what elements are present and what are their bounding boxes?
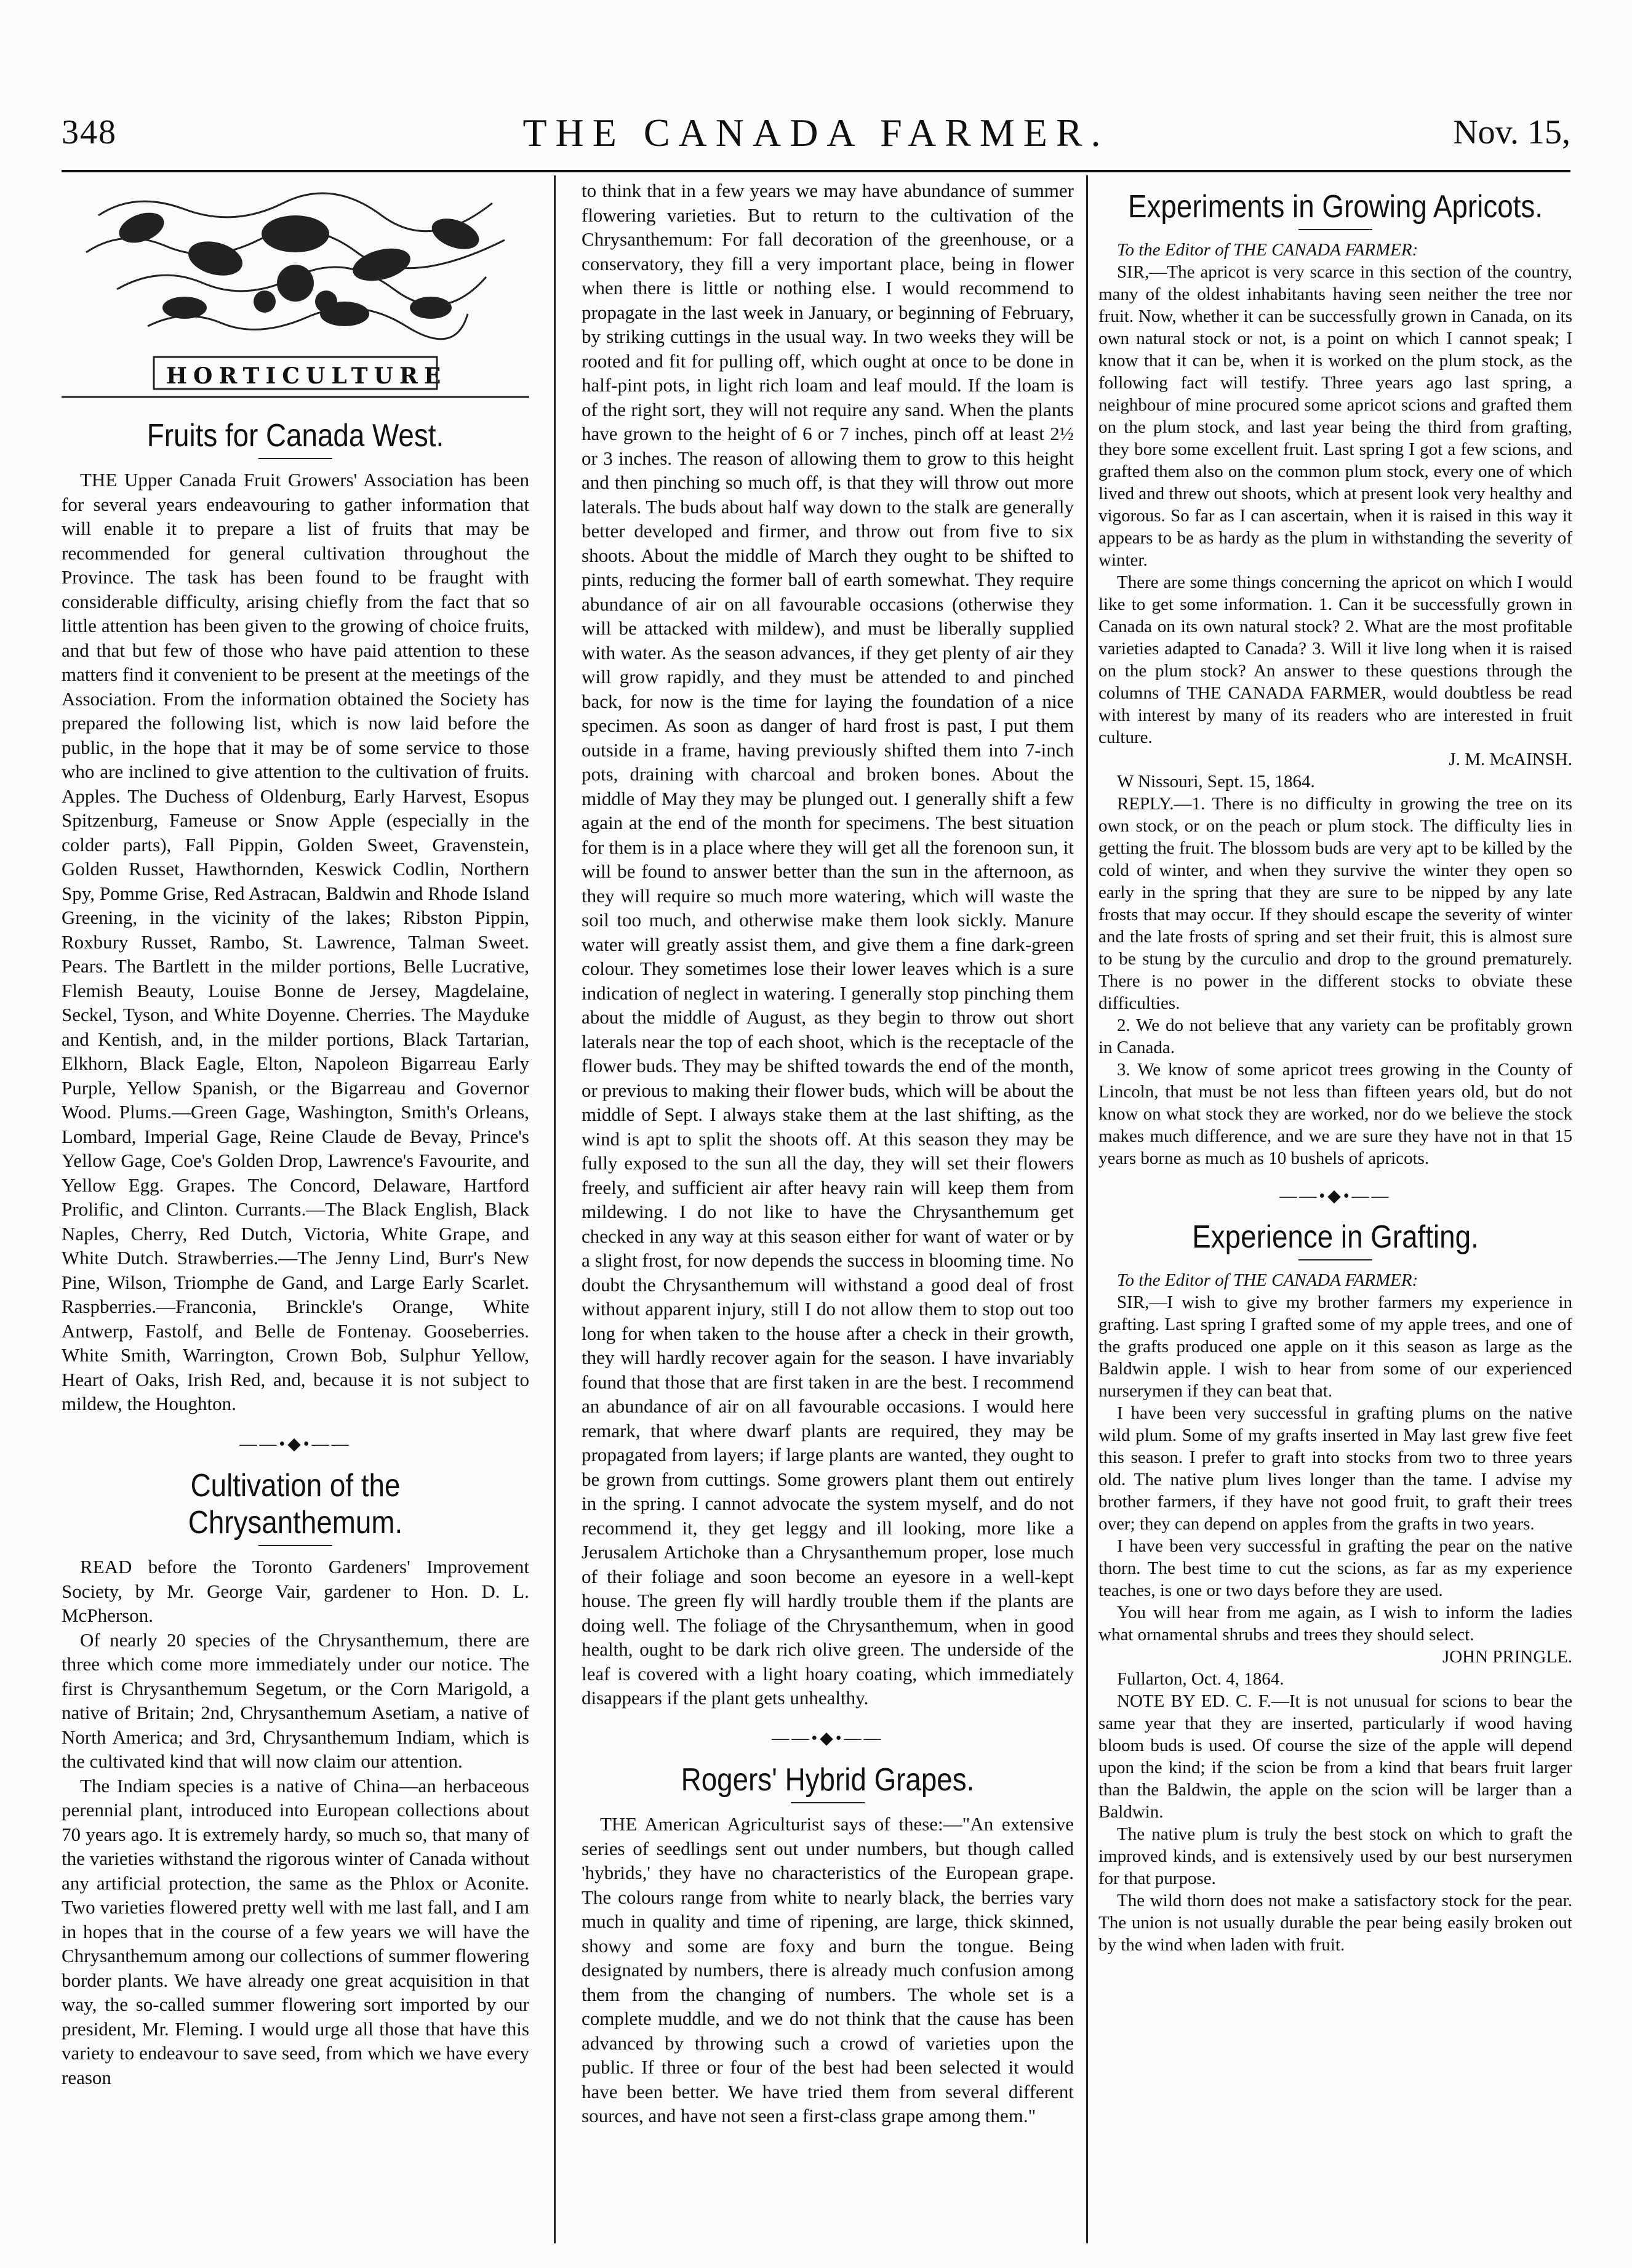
article-paragraph: to think that in a few years we may have abundance of summer flowering varieties. But to return to the cultivation of the Chrysanthemum: For fall decoration of the greenhouse, or a conservatory, they fill a very important place, being in flower when there is little or nothing else. I would recommend to propagate in the last week in January, or beginning of February, by striking cuttings in the usual way. In two weeks they will be rooted and fit for pulling off, which ought at once to be done in half-pint pots, in light rich loam and leaf mould. If the loam is of the right sort, they will not require any sand. When the plants have grown to the height of 6 or 7 inches, pinch off at least 2½ or 3 inches. The reason of allowing them to grow to this height and then pinching so much off, is that they will throw out more laterals. The buds about half way down to the stalk are generally better developed and firmer, and throw out from five to six shoots. About the middle of March they ought to be shifted to pints, reducing the former ball of earth somewhat. They require abundance of air on all favourable occasions (otherwise they will be attacked with mildew), and must be liberally supplied with water. As the season advances, if they get plenty of air they will grow rapidly, and they must be attended to and pinched back, for now is the time for laying the foundation of a nice specimen. As soon as danger of hard frost is past, I put them outside in a frame, having previously shifted them into 7-inch pots, draining with charcoal and broken bones. About the middle of May they may be plunged out. I generally shift a few again at the end of the month for specimens. The best situation for them is in a place where they will get all the forenoon sun, it will be found to answer better than the sun in the afternoon, as they will require so much more watering, which will waste the soil too much, and otherwise make them look sickly. Manure water will greatly assist them, and give them a fine dark-green colour. They sometimes lose their lower leaves which is a sure indication of neglect in watering. I generally stop pinching them about the middle of August, as they begin to throw out short laterals near the top of each shoot, which is the receptacle of the flower buds. They may be shifted towards the end of the month, or previous to making their flower buds, which will be about the middle of Sept. I always stake them at the last shifting, as the wind is apt to split the shoots off. At this season they may be fully exposed to the sun all the day, they will set their flowers freely, and sufficient air after heavy rain will keep them from mildewing. I do not like to have the Chrysanthemum get checked in any way at this season either for want of water or by a slight frost, for now depends the success in blooming time. No doubt the Chrysanthemum will withstand a good deal of frost without apparent injury, still I do not allow them to stop out too long for when taken to the house after a check in their growth, they will hardly recover again for the season. I have invariably found that those that are first taken in are the best. I recommend an abundance of air on all favourable occasions. I would here remark, that where dwarf plants are required, they may be propagated from layers; if large plants are wanted, they ought to be grown from cuttings. Some growers plant them out entirely in the spring. I cannot advocate the system myself, and do not recommend it, they get leggy and ill looking, more like a Jerusalem Artichoke than a Chrysanthemum proper, lose much of their foliage and soon become an eyesore in a well-kept house. The green fly will hardly trouble them if the plants are doing well. The foliage of the Chrysanthemum, when in good health, ought to be dark rich olive green. The underside of the leaf is covered with a light hoary coating, which immediately disappears if the plant gets unhealthy.: [582, 180, 1074, 1709]
issue-date: Nov. 15,: [1453, 113, 1570, 151]
letter-place-date: Fullarton, Oct. 4, 1864.: [1117, 1669, 1284, 1689]
article-paragraph: THE Upper Canada Fruit Growers' Association has been for several years endeavouring to gather information that will enable it to prepare a list of fruits that may be recommended for general cultivation throughout the Province. The task has been found to be fraught with considerable difficulty, arising chiefly from the fact that so little attention has been given to the growing of choice fruits, and that but few of those who have paid attention to these matters find it convenient to be present at the meetings of the Association. From the information obtained the Society has prepared the following list, which is now laid before the public, in the hope that it may be of some service to those who are inclined to give attention to the cultivation of fruits. Apples. The Duchess of Oldenburg, Early Harvest, Esopus Spitzenburg, Fameuse or Snow Apple (especially in the colder parts), Fall Pippin, Golden Sweet, Gravenstein, Golden Russet, Hawthornden, Keswick Codlin, Northern Spy, Pomme Grise, Red Astracan, Baldwin and Rhode Island Greening, in the vicinity of the lakes; Ribston Pippin, Roxbury Russet, Rambo, St. Lawrence, Talman Sweet. Pears. The Bartlett in the milder portions, Belle Lucrative, Flemish Beauty, Louise Bonne de Jersey, Magdelaine, Seckel, Tyson, and White Doyenne. Cherries. The Mayduke and Kentish, and, in the milder portions, Black Tartarian, Elkhorn, Black Eagle, Elton, Napoleon Bigarreau Early Purple, Yellow Spanish, or the Bigarreau and Governor Wood. Plums.—Green Gage, Washington, Smith's Orleans, Lombard, Imperial Gage, Reine Claude de Bevay, Prince's Yellow Gage, Coe's Golden Drop, Lawrence's Favourite, and Yellow Egg. Grapes. The Concord, Delaware, Hartford Prolific, and Clinton. Currants.—The Black English, Black Naples, Cherry, Red Dutch, Victoria, White Grape, and White Dutch. Strawberries.—The Jenny Lind, Burr's New Pine, Wilson, Triomphe de Gand, and Large Early Scarlet. Raspberries.—Franconia, Brinckle's Orange, White Antwerp, Fastolf, and Belle de Fontenay. Gooseberries. White Smith, Warrington, Crown Bob, Sulphur Yellow, Heart of Oaks, Irish Red, and, because it is not subject to mildew, the Houghton.: [62, 469, 529, 1414]
article-paragraph: I have been very successful in grafting plums on the native wild plum. Some of my grafts inserted in May last grew five feet this season. I prefer to graft into stocks from two to three years old. The native plum lives longer than the tame. I advise my brother farmers, if they have not good fruit, to graft their trees over; they can depend on apples from the grafts in two years.: [1098, 1403, 1572, 1534]
article-paragraph: SIR,—The apricot is very scarce in this section of the country, many of the oldest inhabitants having seen neither the tree nor fruit. Now, whether it can be successfully grown in Canada, on its own natural stock or not, is a point on which I cannot speak; I know that it can be, when it is worked on the plum stock, as the following fact will testify. Three years ago last spring, a neighbour of mine procured some apricot scions and grafted them on the plum stock, and last year being the third from grafting, they bore some excellent fruit. Last spring I got a few scions, and grafted them also on the common plum stock, every one of which lived and threw out shoots, which at present look very healthy and vigorous. So far as I can ascertain, when it is raised in this way it appears to be as hardy as the plum in withstanding the severity of winter.: [1098, 262, 1572, 570]
horticulture-banner: [62, 178, 529, 406]
title-underline: [791, 1802, 865, 1803]
article-paragraph: You will hear from me again, as I wish to inform the ladies what ornamental shrubs and trees they should select.: [1098, 1603, 1572, 1645]
section-ornament: ——•◆•——: [239, 1434, 351, 1454]
title-underline: [258, 458, 332, 459]
letter-signature: JOHN PRINGLE.: [1442, 1647, 1572, 1667]
banner-word: HORTICULTURE: [166, 363, 447, 389]
editor-note-paragraph: NOTE BY ED. C. F.—It is not unusual for scions to bear the same year that they are inserted, particularly if wood having bloom buds is used. Of course the size of the apple will depend upon the kind; if the scion be from a kind that bears fruit larger than the Baldwin, the apple on the scion will be larger than a Baldwin.: [1098, 1691, 1572, 1822]
article-paragraph: READ before the Toronto Gardeners' Improvement Society, by Mr. George Vair, gardener to Hon. D. L. McPherson.: [62, 1556, 529, 1626]
article-paragraph: SIR,—I wish to give my brother farmers my experience in grafting. Last spring I grafted some of my apple trees, and one of the grafts produced one apple on it this season as large as the Baldwin apple. I wish to hear from some of our experienced nurserymen if they can beat that.: [1098, 1292, 1572, 1401]
article-paragraph: THE American Agriculturist says of these:—"An extensive series of seedlings sent out under numbers, but though called 'hybrids,' they have no characteristics of the European grape. The colours range from white to nearly black, the berries vary much in quality and time of ripening, are large, thick skinned, showy and some are foxy and burn the tongue. Being designated by numbers, there is already much confusion among them from the changing of numbers. The whole set is a complete muddle, and we do not think that the cause has been advanced by throwing such a crowd of varieties upon the public. If three or four of the best had been selected it would have been better. We have tried them from several different sources, and have not seen a first-class grape among them.": [582, 1813, 1074, 2126]
editor-salutation: To the Editor of THE CANADA FARMER:: [1117, 1270, 1418, 1290]
title-underline: [258, 1545, 332, 1546]
column-1: [62, 178, 529, 2090]
reply-paragraph: 3. We know of some apricot trees growing in the County of Lincoln, that must be not less than fifteen years old, but do not know on what stock they are worked, nor do we believe the stock makes much difference, and we are sure they have not in that 15 years borne as much as 10 bushels of apricots.: [1098, 1060, 1572, 1168]
article-title-apricots: Experiments in Growing Apricots.: [1128, 189, 1543, 225]
column-3: [1098, 178, 1572, 1956]
section-ornament: ——•◆•——: [1279, 1187, 1391, 1206]
reply-paragraph: 2. We do not believe that any variety can be profitably grown in Canada.: [1098, 1016, 1572, 1057]
article-title-chrysanthemum: Cultivation of the Chrysanthemum.: [188, 1468, 403, 1541]
letter-signature: J. M. McAINSH.: [1449, 750, 1572, 769]
page-number: 348: [62, 113, 117, 151]
article-title-grafting: Experience in Grafting.: [1192, 1219, 1479, 1255]
article-paragraph: Of nearly 20 species of the Chrysanthemum, there are three which come more immediately under our notice. The first is Chrysanthemum Segetum, or the Corn Marigold, a native of Britain; 2nd, Chrysanthemum Asetiam, a native of North America; and 3rd, Chrysanthemum Indiam, which is the cultivated kind that will now claim our attention.: [62, 1629, 529, 1772]
title-underline: [1298, 1259, 1372, 1260]
editor-salutation: To the Editor of THE CANADA FARMER:: [1117, 240, 1418, 260]
title-underline: [1298, 229, 1372, 230]
reply-paragraph: REPLY.—1. There is no difficulty in growing the tree on its own stock, or on the peach or plum stock. The difficulty lies in getting the fruit. The blossom buds are very apt to be killed by the cold of winter, and when they survive the winter they open so early in the spring that they are sure to be nipped by any late frosts that may occur. If they should escape the severity of winter and the late frosts of spring and set their fruit, this is almost sure to be stung by the curculio and drop to the ground prematurely. There is no power in the different stocks to obviate these difficulties.: [1098, 794, 1572, 1013]
article-paragraph: I have been very successful in grafting the pear on the native thorn. The best time to cut the scions, as far as my experience teaches, is one or two days before they are used.: [1098, 1536, 1572, 1600]
editor-note-paragraph: The wild thorn does not make a satisfactory stock for the pear. The union is not usually durable the pear being easily broken out by the wind when laden with fruit.: [1098, 1891, 1572, 1955]
article-title-fruits: Fruits for Canada West.: [146, 418, 444, 454]
letter-place-date: W Nissouri, Sept. 15, 1864.: [1117, 772, 1315, 791]
article-title-rogers-grapes: Rogers' Hybrid Grapes.: [681, 1762, 975, 1798]
column-2: [582, 178, 1074, 2128]
section-ornament: ——•◆•——: [772, 1728, 884, 1748]
article-paragraph: There are some things concerning the apricot on which I would like to get some information. 1. Can it be successfully grown in Canada on its own natural stock? 2. What are the most profitable varieties adapted to Canada? 3. Will it live long when it is raised on the plum stock? An answer to these questions through the columns of THE CANADA FARMER, would doubtless be read with interest by many of its readers who are interested in fruit culture.: [1098, 572, 1572, 747]
column-rule-2: [1086, 175, 1088, 2243]
newspaper-title: THE CANADA FARMER.: [522, 111, 1110, 154]
header-rule: [62, 170, 1570, 172]
column-rule-1: [554, 175, 556, 2243]
article-paragraph: The Indiam species is a native of China—an herbaceous perennial plant, introduced into European collections about 70 years ago. It is extremely hardy, so much so, that many of the varieties withstand the rigorous winter of Canada without any artificial protection, the same as the Phlox or Aconite. Two varieties flowered pretty well with me last fall, and I am in hopes that in the course of a few years we will have the Chrysanthemum among our collections of summer flowering border plants. We have already one great acquisition in that way, the so-called summer flowering sort imported by our president, Mr. Fleming. I would urge all those that have this variety to endeavour to save seed, from which we have every reason: [62, 1774, 529, 2088]
editor-note-paragraph: The native plum is truly the best stock on which to graft the improved kinds, and is extensively used by our best nurserymen for that purpose.: [1098, 1824, 1572, 1888]
masthead: [62, 102, 1570, 169]
